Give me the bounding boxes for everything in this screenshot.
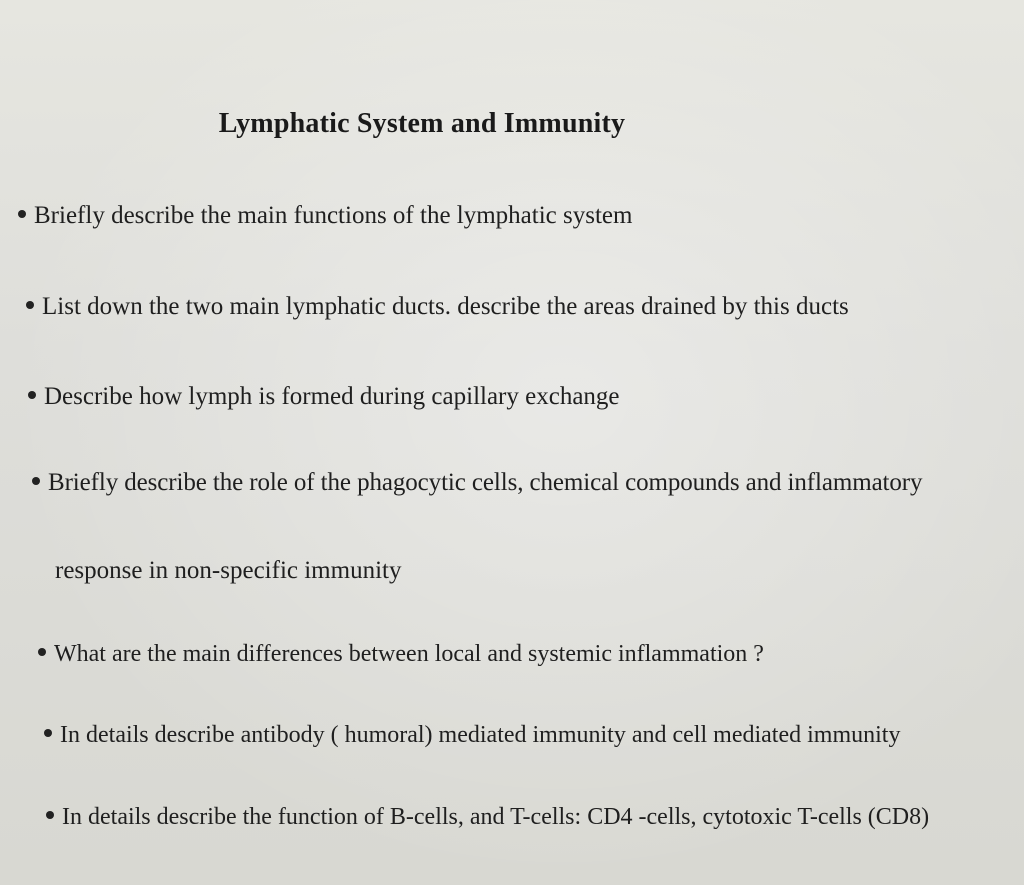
question-item — [46, 805, 929, 829]
question-text: What are the main differences between local and systemic inflammation ? — [54, 641, 764, 667]
question-text: In details describe the function of B-cells, and T-cells: CD4 -cells, cytotoxic T-cells (CD8) — [62, 804, 930, 830]
question-text: Describe how lymph is formed during capillary exchange — [44, 383, 620, 410]
question-text: In details describe antibody ( humoral) mediated immunity and cell mediated immunity — [60, 722, 901, 748]
bullet-icon — [44, 729, 52, 737]
question-text-continuation: response in non-specific immunity — [55, 557, 402, 584]
bullet-icon — [18, 210, 26, 218]
page-title: Lymphatic System and Immunity — [218, 108, 626, 139]
bullet-icon — [28, 391, 36, 399]
question-item — [44, 723, 900, 747]
bullet-icon — [26, 301, 34, 309]
question-item — [38, 642, 764, 666]
question-item — [28, 384, 620, 409]
bullet-icon — [38, 648, 46, 656]
bullet-icon — [46, 811, 54, 819]
question-item — [18, 203, 632, 228]
question-text: Briefly describe the main functions of the lymphatic system — [34, 202, 633, 229]
question-text: Briefly describe the role of the phagocytic cells, chemical compounds and inflammatory — [48, 469, 923, 496]
question-text: List down the two main lymphatic ducts. describe the areas drained by this ducts — [42, 293, 849, 320]
question-item — [32, 470, 922, 495]
bullet-icon — [32, 477, 40, 485]
question-item — [26, 294, 849, 319]
